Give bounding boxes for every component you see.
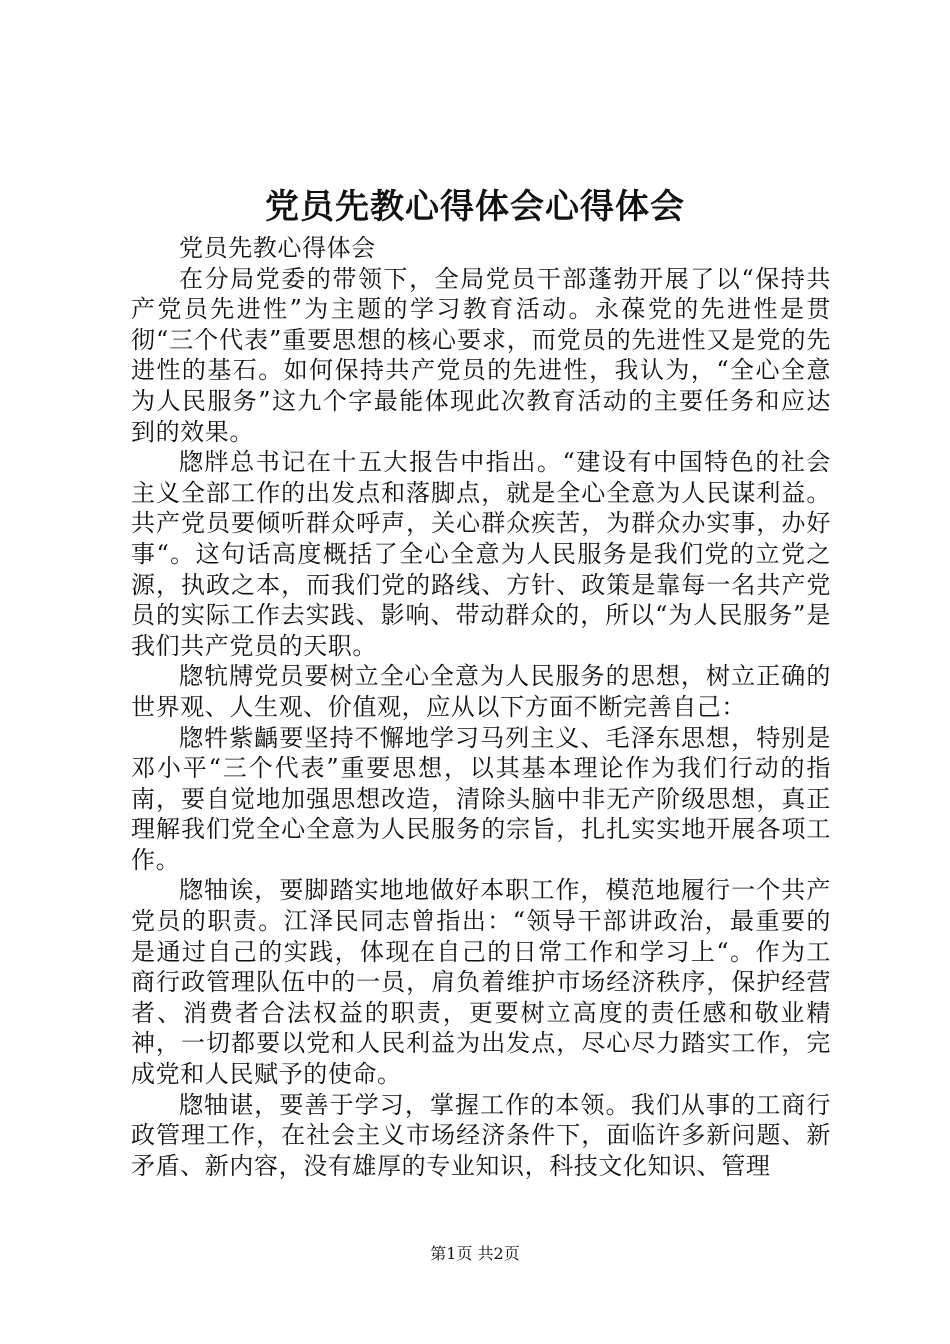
paragraph-point-three: 牎牰谌，要善于学习，掌握工作的本领。我们从事的工商行政管理工作，在社会主义市场经济条件下，面临许多新问题、新矛盾、新内容，没有雄厚的专业知识，科技文化知识、管理: [131, 1090, 831, 1180]
page-number-footer: 第1页 共2页: [430, 1244, 520, 1263]
paragraph-point-two: 牎牰诶，要脚踏实地地做好本职工作，模范地履行一个共产党员的职责。江泽民同志曾指出：“领导干部讲政治，最重要的是通过自己的实践，体现在自己的日常工作和学习上“。作为工商行政管理队伍中的一员，肩负着维护市场经济秩序，保护经营者、消费者合法权益的职责，更要树立高度的责任感和敬业精神，一切都要以党和人民利益为出发点，尽心尽力踏实工作，完成党和人民赋予的使命。: [131, 876, 831, 1089]
document-title: 党员先教心得体会心得体会: [265, 187, 685, 227]
paragraph-requirements: 牎牨牔党员要树立全心全意为人民服务的思想，树立正确的世界观、人生观、价值观，应从以下方面不断完善自己：: [131, 662, 831, 721]
paragraph-subtitle: 党员先教心得体会: [179, 234, 376, 262]
paragraph-quote: 牎牉总书记在十五大报告中指出。“建设有中国特色的社会主义全部工作的出发点和落脚点，就是全心全意为人民谋利益。共产党员要倾听群众呼声，关心群众疾苦，为群众办实事，办好事“。这句话高度概括了全心全意为人民服务是我们党的立党之源，执政之本，而我们党的路线、方针、政策是靠每一名共产党员的实际工作去实践、影响、带动群众的，所以“为人民服务”是我们共产党员的天职。: [131, 448, 831, 660]
paragraph-point-one: 牎牪紫齲要坚持不懈地学习马列主义、毛泽东思想，特别是邓小平“三个代表”重要思想，以其基本理论作为我们行动的指南，要自觉地加强思想改造，清除头脑中非无产阶级思想，真正理解我们党全心全意为人民服务的宗旨，扎扎实实地开展各项工作。: [131, 723, 831, 874]
document-body: [131, 233, 831, 1181]
paragraph-intro: 在分局党委的带领下，全局党员干部蓬勃开展了以“保持共产党员先进性”为主题的学习教育活动。永葆党的先进性是贯彻“三个代表”重要思想的核心要求，而党员的先进性又是党的先进性的基石。如何保持共产党员的先进性，我认为，“全心全意为人民服务”这九个字最能体现此次教育活动的主要任务和应达到的效果。: [131, 264, 831, 446]
